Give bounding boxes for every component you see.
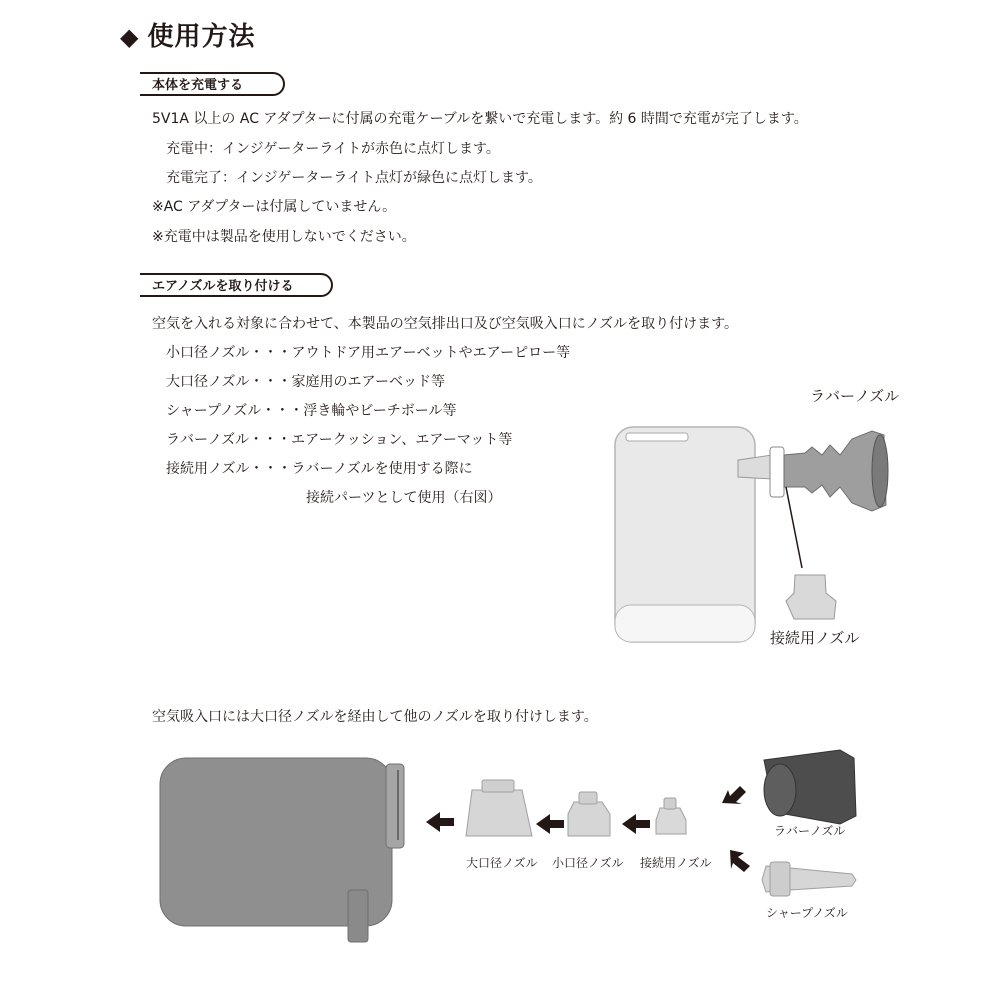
charge-line-1: 5V1A 以上の AC アダプターに付属の充電ケーブルを繋いで充電します。約 6 時間で充電が完了します。	[152, 111, 808, 127]
nozzle-item: シャープノズル・・・浮き輪やビーチボール等	[166, 403, 457, 419]
charge-line-3: 充電完了：インジゲーターライト点灯が緑色に点灯します。	[166, 170, 542, 186]
charge-note-1: ※AC アダプターは付属していません。	[152, 199, 397, 215]
rubber-nozzle-label-2: ラバーノズル	[774, 824, 846, 838]
leader-line	[786, 487, 802, 568]
pump-base	[615, 605, 755, 642]
arrow-left-icon	[426, 812, 454, 832]
section-label-nozzle: エアノズルを取り付ける	[140, 273, 333, 297]
sharp-nozzle-label: シャープノズル	[766, 906, 848, 920]
pump-with-rubber-nozzle-figure	[600, 405, 900, 645]
nozzle-intro: 空気を入れる対象に合わせて、本製品の空気排出口及び空気吸入口にノズルを取り付けます。	[152, 316, 739, 332]
nozzle-item: 小口径ノズル・・・アウトドア用エアーベットやエアーピロー等	[166, 345, 571, 361]
connector-nozzle-label-2: 接続用ノズル	[640, 856, 712, 870]
small-nozzle	[568, 802, 610, 836]
pump-outlet-spout	[348, 890, 368, 942]
large-nozzle-label: 大口径ノズル	[466, 856, 538, 870]
intake-text: 空気吸入口には大口径ノズルを経由して他のノズルを取り付けします。	[152, 709, 598, 725]
section-label-charge: 本体を充電する	[140, 72, 285, 96]
nozzle-item-continuation: 接続パーツとして使用（右図）	[306, 490, 502, 506]
connector-ring	[770, 447, 784, 497]
page-title-text: 使用方法	[147, 22, 256, 52]
rubber-nozzle-label: ラバーノズル	[810, 387, 900, 405]
arrow-left-icon	[622, 814, 650, 834]
nozzle-item: ラバーノズル・・・エアークッション、エアーマット等	[166, 432, 513, 448]
pump-top-button	[626, 433, 688, 441]
charge-note-2: ※充電中は製品を使用しないでください。	[152, 229, 416, 245]
small-nozzle-label: 小口径ノズル	[552, 856, 624, 870]
page-title	[120, 16, 255, 53]
diamond-icon: ◆	[120, 23, 140, 51]
nozzle-item: 接続用ノズル・・・ラバーノズルを使用する際に	[166, 461, 473, 477]
charge-line-2: 充電中：インジゲーターライトが赤色に点灯します。	[166, 141, 500, 157]
arrow-left-icon	[536, 814, 564, 834]
connector-nozzle-part	[786, 575, 836, 619]
connector-nozzle	[656, 808, 686, 834]
arrow-down-left-icon	[722, 786, 746, 804]
large-nozzle	[466, 790, 532, 836]
connector-nozzle-label: 接続用ノズル	[770, 629, 860, 647]
rubber-nozzle	[784, 431, 886, 511]
pump-intake-cap	[386, 764, 404, 848]
rubber-nozzle-mouth	[872, 435, 888, 507]
nozzle-item: 大口径ノズル・・・家庭用のエアーベッド等	[166, 374, 446, 390]
arrow-up-left-icon	[730, 850, 750, 872]
